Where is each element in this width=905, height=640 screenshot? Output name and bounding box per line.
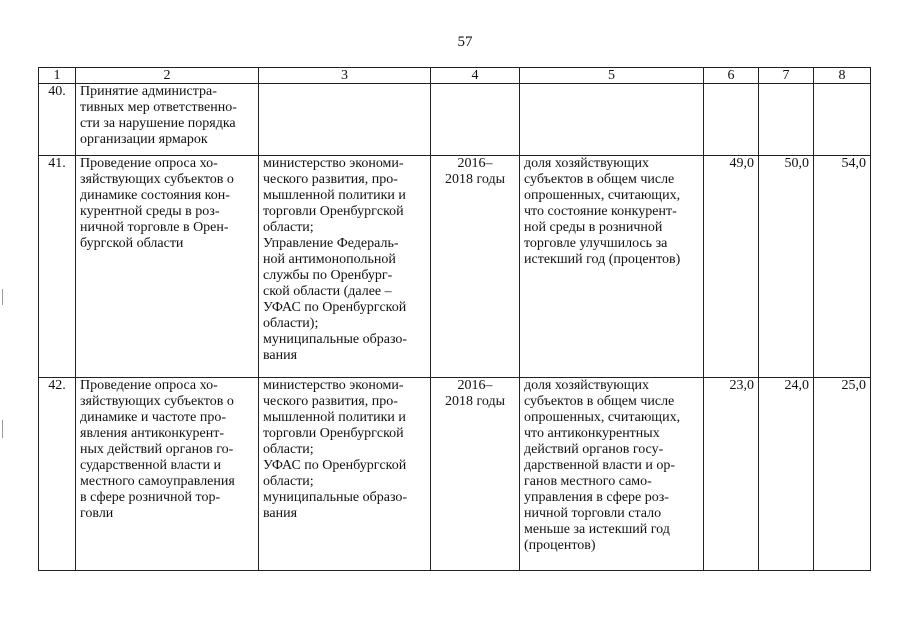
- executors-cell: [259, 84, 431, 156]
- col-header-3: 3: [259, 68, 431, 84]
- header-row: [39, 68, 871, 84]
- row-number: 41.: [39, 156, 76, 378]
- table-row: [39, 84, 871, 156]
- col-header-5: 5: [520, 68, 704, 84]
- value-2016: [704, 84, 759, 156]
- value-2016: 23,0: [704, 378, 759, 571]
- value-2016: 49,0: [704, 156, 759, 378]
- col-header-7: 7: [759, 68, 814, 84]
- value-2018: 25,0: [814, 378, 871, 571]
- table-row: [39, 156, 871, 378]
- col-header-2: 2: [76, 68, 259, 84]
- measure-cell: Проведение опроса хо- зяйствующих субъектов о динамике и частоте про- явления антиконкурент- ных действий органов го- сударственной власти и местного самоуправления в сфере розничной тор- говли: [76, 378, 259, 571]
- table-row: [39, 378, 871, 571]
- value-2018: 54,0: [814, 156, 871, 378]
- indicator-cell: доля хозяйствующих субъектов в общем числе опрошенных, считающих, что антиконкурентных действий органов госу- дарственной власти и ор- ганов местного само- управления в сфере роз- ничной торговли стало меньше за истекший год (процентов): [520, 378, 704, 571]
- indicator-cell: доля хозяйствующих субъектов в общем числе опрошенных, считающих, что состояние конкурент- ной среды в розничной торговле улучшилось за истекший год (процентов): [520, 156, 704, 378]
- col-header-1: 1: [39, 68, 76, 84]
- value-2017: 50,0: [759, 156, 814, 378]
- row-number: 40.: [39, 84, 76, 156]
- scan-mark: [2, 289, 3, 305]
- col-header-6: 6: [704, 68, 759, 84]
- executors-cell: министерство экономи- ческого развития, про- мышленной политики и торговли Оренбургской области; Управление Федераль- ной антимонопольной службы по Оренбург- ской области (далее – УФАС по Оренбургской области); муниципальные образо- вания: [259, 156, 431, 378]
- measures-table: [38, 67, 871, 571]
- col-header-8: 8: [814, 68, 871, 84]
- executors-cell: министерство экономи- ческого развития, про- мышленной политики и торговли Оренбургской области; УФАС по Оренбургской области; муниципальные образо- вания: [259, 378, 431, 571]
- value-2017: [759, 84, 814, 156]
- measure-cell: Проведение опроса хо- зяйствующих субъектов о динамике состояния кон- курентной среды в роз- ничной торговле в Орен- бургской области: [76, 156, 259, 378]
- row-number: 42.: [39, 378, 76, 571]
- scan-mark: [2, 420, 3, 438]
- period-cell: 2016– 2018 годы: [431, 156, 520, 378]
- indicator-cell: [520, 84, 704, 156]
- page-number: 57: [457, 34, 473, 50]
- value-2017: 24,0: [759, 378, 814, 571]
- period-cell: [431, 84, 520, 156]
- period-cell: 2016– 2018 годы: [431, 378, 520, 571]
- value-2018: [814, 84, 871, 156]
- measure-cell: Принятие администра- тивных мер ответственно- сти за нарушение порядка организации ярмарок: [76, 84, 259, 156]
- col-header-4: 4: [431, 68, 520, 84]
